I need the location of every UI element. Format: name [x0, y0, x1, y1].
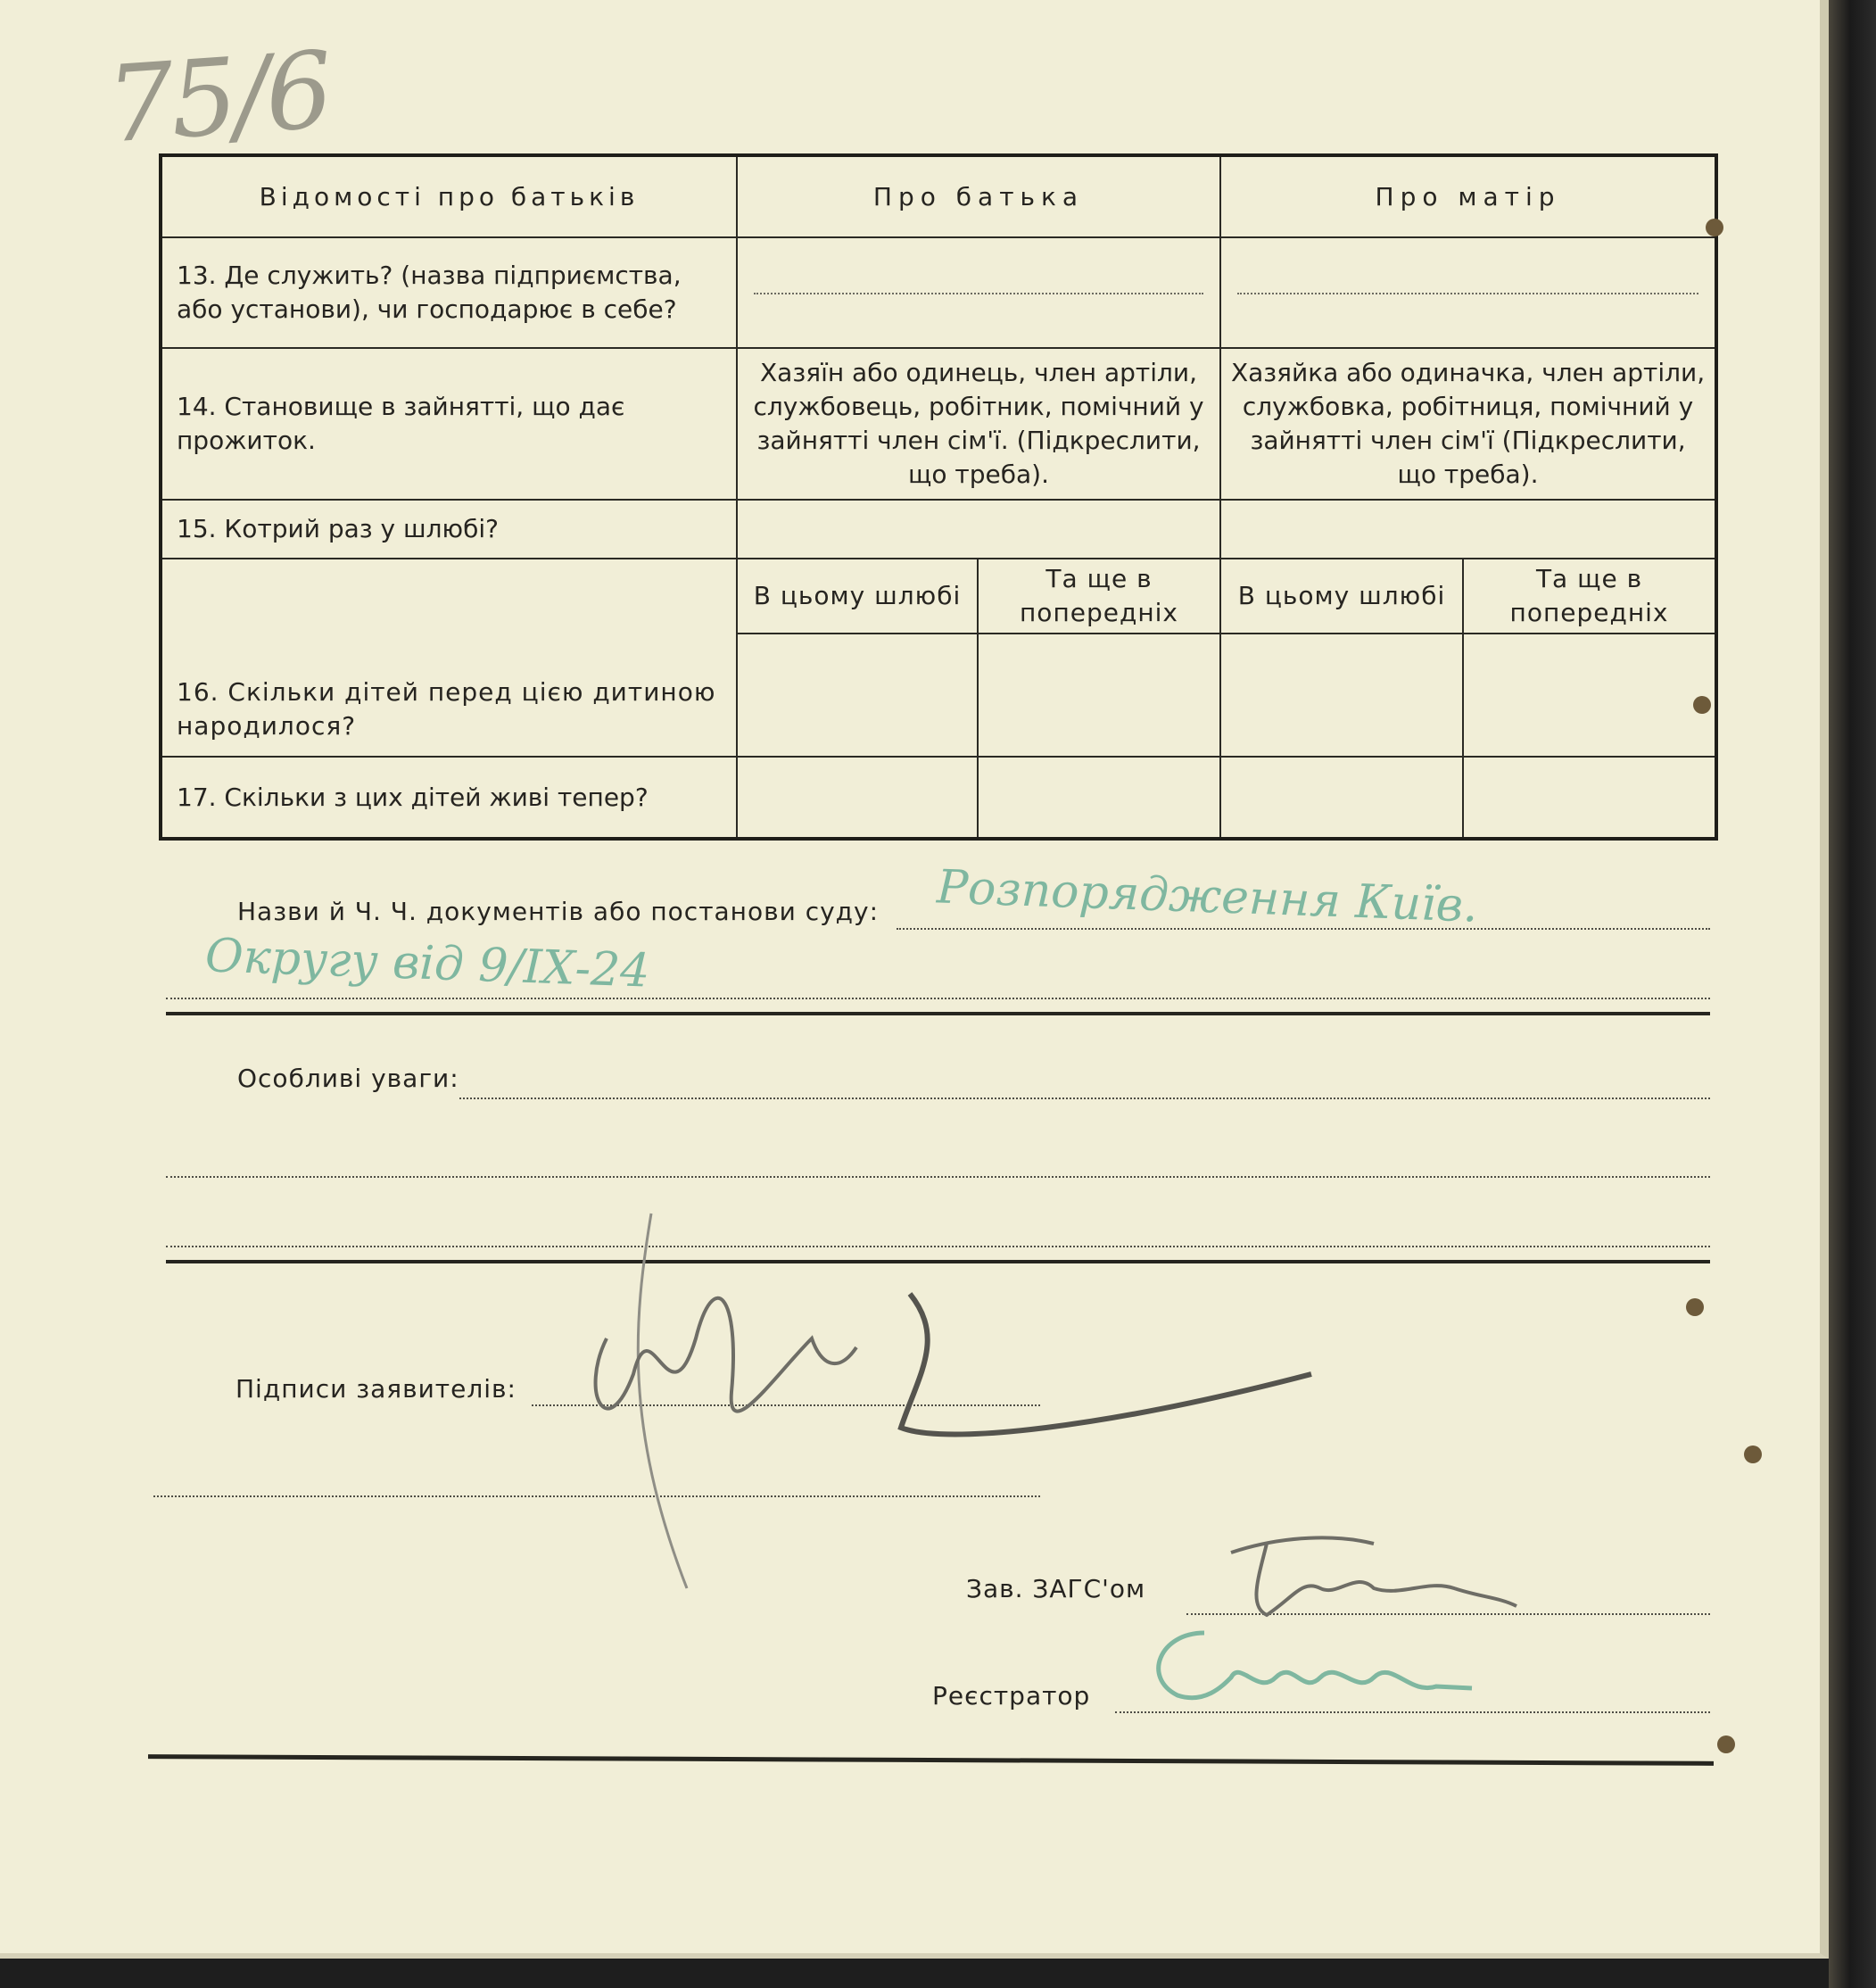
- dotted-line: [754, 292, 1203, 294]
- documents-label: Назви й Ч. Ч. документів або постанови суду:: [237, 897, 880, 926]
- answer-17-father-this: [737, 757, 978, 839]
- table-header-row: [161, 155, 1716, 237]
- answer-17-mother-prev: [1463, 757, 1716, 839]
- subheader-mother-previous: Та ще в попередніх: [1463, 559, 1716, 634]
- binding-hole: [1706, 219, 1723, 236]
- question-16: 16. Скільки дітей перед цією дитиною народилося?: [161, 559, 737, 757]
- zags-head-label: Зав. ЗАГС'ом: [966, 1574, 1146, 1603]
- header-father: Про батька: [737, 155, 1220, 237]
- answer-17-father-prev: [978, 757, 1220, 839]
- question-17: 17. Скільки з цих дітей живі тепер?: [161, 757, 737, 839]
- documents-handwriting-1: Розпорядження Київ.: [936, 860, 1479, 933]
- answer-15-mother: [1220, 500, 1716, 559]
- subheader-mother-this-marriage: В цьому шлюбі: [1220, 559, 1463, 634]
- section-divider: [166, 1012, 1710, 1015]
- documents-handwriting-2: Округу від 9/ІХ-24: [204, 929, 651, 998]
- header-parents-info: Відомості про батьків: [161, 155, 737, 237]
- remarks-line-1: [459, 1098, 1710, 1099]
- answer-15-father: [737, 500, 1220, 559]
- table-row-15: [161, 500, 1716, 559]
- subheader-father-this-marriage: В цьому шлюбі: [737, 559, 978, 634]
- table-row-13: [161, 237, 1716, 348]
- binding-hole: [1693, 696, 1711, 714]
- answer-14-father-options: Хазяїн або одинець, член артіли, службовець, робітник, помічний у зайнятті член сім'ї. (Підкреслити, що треба).: [737, 348, 1220, 500]
- documents-line-2: [166, 998, 1710, 999]
- question-14: 14. Становище в зайнятті, що дає прожиток.: [161, 348, 737, 500]
- answer-13-father: [737, 237, 1220, 348]
- remarks-label: Особливі уваги:: [237, 1064, 459, 1093]
- binding-hole: [1717, 1735, 1735, 1753]
- answer-16-mother-prev: [1463, 634, 1716, 757]
- header-mother: Про матір: [1220, 155, 1716, 237]
- answer-17-mother-this: [1220, 757, 1463, 839]
- documents-line-1: [897, 928, 1710, 930]
- answer-16-father-this: [737, 634, 978, 757]
- registrar-label: Реєстратор: [932, 1681, 1091, 1711]
- binding-hole: [1744, 1445, 1762, 1463]
- dotted-line: [1237, 292, 1698, 294]
- applicants-signature-label: Підписи заявителів:: [236, 1374, 517, 1404]
- question-13: 13. Де служить? (назва підприємства, або установи), чи господарює в себе?: [161, 237, 737, 348]
- table-row-17: [161, 757, 1716, 839]
- table-subheader-row: [161, 559, 1716, 634]
- parents-info-table: [159, 153, 1718, 841]
- bottom-divider: [148, 1754, 1714, 1766]
- answer-14-mother-options: Хазяйка або одиначка, член артіли, службовка, робітниця, помічний у зайнятті член сім'ї (Підкреслити, що треба).: [1220, 348, 1716, 500]
- subheader-father-previous: Та ще в попередніх: [978, 559, 1220, 634]
- registrar-signature: [1142, 1615, 1481, 1722]
- table-row-14: [161, 348, 1716, 500]
- binding-hole: [1686, 1298, 1704, 1316]
- answer-16-mother-this: [1220, 634, 1463, 757]
- answer-16-father-prev: [978, 634, 1220, 757]
- page-edge: [1829, 0, 1876, 1988]
- question-15: 15. Котрий раз у шлюбі?: [161, 500, 737, 559]
- answer-13-mother: [1220, 237, 1716, 348]
- archive-number: 75/6: [103, 28, 334, 167]
